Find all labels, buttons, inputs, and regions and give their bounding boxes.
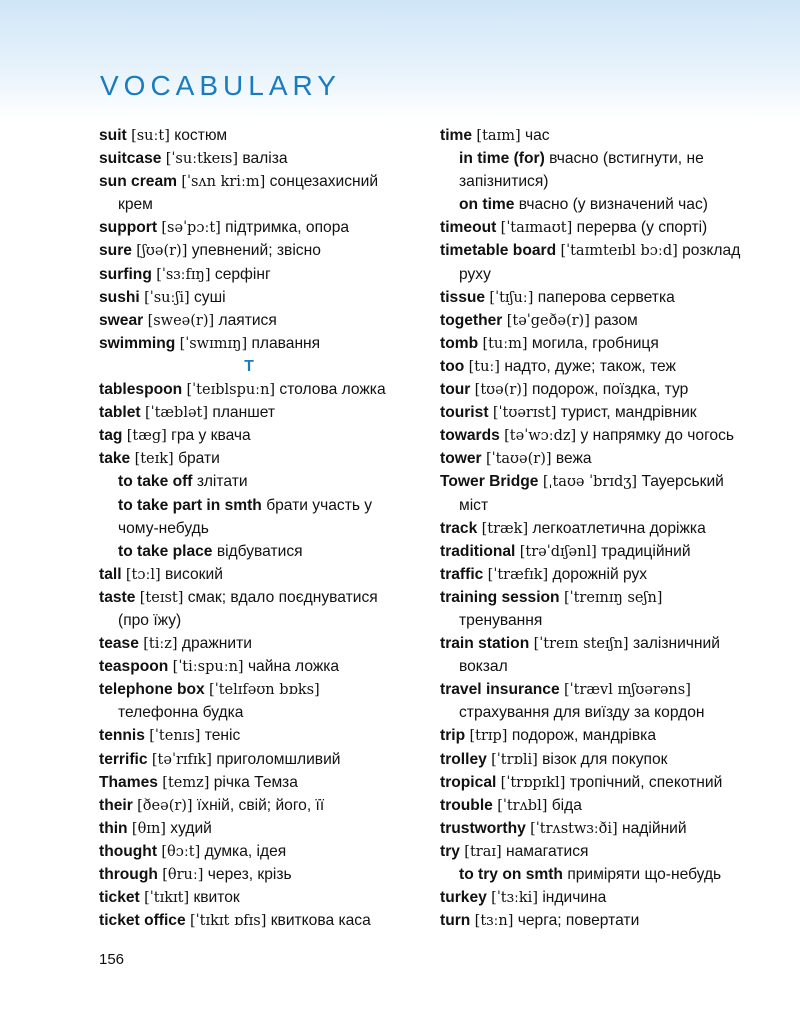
translation: відбуватися <box>216 542 303 560</box>
vocab-entry <box>440 239 760 262</box>
definition-continuation: страхування для виїзду за кордон <box>459 704 705 722</box>
transcription: [θruː] <box>162 867 204 883</box>
definition-continuation: тренування <box>459 611 543 629</box>
transcription: [træk] <box>481 520 529 537</box>
transcription: [ˈtaɪmaʊt] <box>500 220 573 237</box>
phrase-entry <box>99 494 399 517</box>
transcription: [trəˈdɪʃənl] <box>519 543 597 560</box>
headword: track <box>440 519 478 537</box>
transcription: [trɪp] <box>469 728 508 745</box>
headword: teaspoon <box>99 658 169 676</box>
vocab-entry <box>440 124 760 147</box>
translation: упевнений; звісно <box>191 242 321 260</box>
vocab-entry <box>99 147 399 170</box>
transcription: [tuː] <box>468 358 500 375</box>
vocab-entry <box>99 378 399 401</box>
transcription: [ˈtiːspuːn] <box>172 659 244 676</box>
transcription: [ˈtrʌstwɜːði] <box>530 820 618 837</box>
vocab-entry <box>99 286 399 309</box>
transcription: [teɪst] <box>139 589 184 606</box>
headword: turkey <box>440 889 487 907</box>
vocab-entry <box>99 794 399 817</box>
headword: thought <box>99 842 158 860</box>
transcription: [θɔːt] <box>161 843 201 860</box>
transcription: [ˈtaʊə(r)] <box>485 451 552 468</box>
vocab-entry <box>99 124 399 147</box>
translation: надто, дуже; також, теж <box>504 357 676 375</box>
translation: валіза <box>242 150 288 168</box>
headword: tour <box>440 381 471 399</box>
vocab-entry <box>440 794 760 817</box>
translation: сонцезахисний <box>269 173 379 191</box>
translation: разом <box>594 311 638 329</box>
vocab-entry <box>99 909 399 932</box>
headword: tablet <box>99 404 141 422</box>
translation: гра у квача <box>171 427 251 445</box>
headword: tall <box>99 565 122 583</box>
vocab-entry <box>99 401 399 424</box>
translation: квиткова каса <box>270 912 371 930</box>
transcription: [ˈtɜːki] <box>491 890 538 907</box>
translation: столова ложка <box>279 381 386 399</box>
translation: лаятися <box>218 311 277 329</box>
vocab-entry <box>440 724 760 747</box>
transcription: [ˈtrævl ɪnʃʊərəns] <box>563 682 691 699</box>
headword: through <box>99 866 158 883</box>
transcription: [ðeə(r)] <box>137 797 193 814</box>
headword: tablespoon <box>99 381 183 399</box>
translation: перерва (у спорті) <box>576 219 708 237</box>
transcription: [təˈwɔːdz] <box>504 428 577 445</box>
header-band <box>0 0 800 120</box>
headword: tropical <box>440 773 497 791</box>
translation: у напрямку до чогось <box>580 427 735 445</box>
transcription: [ˈtrɒpɪkl] <box>500 774 566 791</box>
headword: Thames <box>99 773 158 791</box>
vocab-entry <box>99 840 399 863</box>
transcription: [sweə(r)] <box>147 312 215 329</box>
translation: через, крізь <box>207 866 292 883</box>
vocab-entry <box>440 332 760 355</box>
translation: вежа <box>555 450 592 468</box>
definition-continuation: телефонна будка <box>118 704 244 722</box>
headword: on time <box>459 196 515 214</box>
vocab-entry <box>99 332 399 355</box>
headword: suit <box>99 127 127 144</box>
translation: костюм <box>174 127 228 144</box>
translation: високий <box>165 565 223 583</box>
transcription: [tɔːl] <box>125 566 161 583</box>
transcription: [ˈtɪʃuː] <box>489 289 534 306</box>
transcription: [traɪ] <box>464 843 502 860</box>
vocab-entry <box>440 771 760 794</box>
vocab-entry <box>440 378 760 401</box>
definition-continuation: (про їжу) <box>118 611 182 629</box>
headword: their <box>99 796 133 814</box>
transcription: [ˈtreɪnɪŋ seʃn] <box>563 589 663 606</box>
translation: думка, ідея <box>204 842 287 860</box>
translation: суші <box>193 288 226 306</box>
vocab-entry <box>440 286 760 309</box>
transcription: [θɪn] <box>131 820 166 837</box>
transcription: [suːt] <box>131 128 170 144</box>
vocab-entry <box>99 216 399 239</box>
translation: залізничний <box>632 635 720 653</box>
headword: thin <box>99 819 128 837</box>
translation: черга; повертати <box>517 912 640 930</box>
headword: tease <box>99 635 139 653</box>
phrase-entry <box>99 540 399 563</box>
transcription: [ˈtenɪs] <box>149 728 201 745</box>
translation: чайна ложка <box>247 658 340 676</box>
definition-continuation: чому-небудь <box>118 519 209 537</box>
headword: tennis <box>99 727 145 745</box>
vocab-entry <box>99 239 399 262</box>
vocab-entry <box>99 771 399 794</box>
translation: вчасно (у визначений час) <box>518 196 708 214</box>
translation: квиток <box>193 889 240 907</box>
transcription: [temz] <box>162 774 210 791</box>
headword: in time (for) <box>459 150 545 168</box>
transcription: [tɜːn] <box>474 913 514 930</box>
transcription: [ˈsuːtkeɪs] <box>165 151 239 168</box>
headword: train station <box>440 635 530 653</box>
translation: подорож, поїздка, тур <box>531 381 689 399</box>
translation: дорожній рух <box>552 565 648 583</box>
translation: серфінг <box>214 265 271 283</box>
translation: намагатися <box>505 842 589 860</box>
vocab-entry <box>99 563 399 586</box>
page-title: VOCABULARY <box>100 70 341 101</box>
vocab-entry <box>99 447 399 470</box>
translation: легкоатлетична доріжка <box>532 519 706 537</box>
vocab-entry <box>440 401 760 424</box>
headword: swimming <box>99 334 176 352</box>
translation: паперова серветка <box>537 288 675 306</box>
vocab-entry <box>440 309 760 332</box>
vocab-entry <box>440 909 760 932</box>
headword: timeout <box>440 219 497 237</box>
headword: ticket <box>99 889 140 907</box>
transcription: [səˈpɔːt] <box>161 220 221 237</box>
transcription: [təˈgeðə(r)] <box>506 312 590 329</box>
vocab-entry <box>440 586 760 609</box>
headword: tomb <box>440 334 479 352</box>
headword: trip <box>440 727 466 745</box>
transcription: [ˈtrʌbl] <box>497 797 548 814</box>
translation: підтримка, опора <box>225 219 350 237</box>
transcription: [taɪm] <box>476 128 521 144</box>
vocab-entry <box>440 447 760 470</box>
headword: towards <box>440 427 500 445</box>
vocab-entry <box>440 355 760 378</box>
transcription: [ˈswɪmɪŋ] <box>179 335 248 352</box>
vocab-entry <box>99 586 399 609</box>
translation: смак; вдало поєднуватися <box>187 588 378 606</box>
phrase-entry <box>440 863 760 886</box>
left-column <box>99 124 399 932</box>
headword: travel insurance <box>440 681 560 699</box>
headword: try <box>440 842 460 860</box>
transcription: [teɪk] <box>134 451 174 468</box>
headword: take <box>99 450 131 468</box>
translation: тропічний, спекотний <box>569 773 723 791</box>
vocab-entry <box>99 886 399 909</box>
transcription: [ʃʊə(r)] <box>136 243 188 260</box>
definition-continuation: крем <box>118 196 153 214</box>
transcription: [ˈsʌn kriːm] <box>181 174 266 191</box>
translation: планшет <box>212 404 276 422</box>
transcription: [ˈtɪkɪt ɒfɪs] <box>190 913 267 930</box>
headword: timetable board <box>440 242 557 260</box>
headword: traffic <box>440 565 484 583</box>
headword: traditional <box>440 542 516 560</box>
vocab-entry <box>440 678 760 701</box>
headword: Tower Bridge <box>440 473 539 491</box>
transcription: [ˈsɜːfɪŋ] <box>156 266 211 283</box>
translation: брати <box>178 450 220 468</box>
headword: to try on smth <box>459 866 563 883</box>
section-letter: T <box>244 357 254 375</box>
transcription: [ˈsuːʃi] <box>144 289 190 306</box>
transcription: [ˈtelɪfəʊn bɒks] <box>209 682 320 699</box>
headword: sun cream <box>99 173 178 191</box>
translation: приголомшливий <box>216 750 341 768</box>
headword: tower <box>440 450 482 468</box>
definition-continuation: міст <box>459 496 489 514</box>
vocab-entry <box>440 817 760 840</box>
translation: річка Темза <box>213 773 298 791</box>
transcription: [ˈtʊərɪst] <box>492 405 557 422</box>
headword: taste <box>99 588 136 606</box>
vocab-entry <box>440 840 760 863</box>
definition-continuation: руху <box>459 265 491 283</box>
translation: традиційний <box>601 542 691 560</box>
transcription: [tʊə(r)] <box>474 382 528 399</box>
headword: tissue <box>440 288 486 306</box>
page-number: 156 <box>99 951 125 968</box>
transcription: [ˈtɪkɪt] <box>144 890 190 907</box>
headword: trolley <box>440 750 487 768</box>
translation: їхній, свій; його, її <box>196 796 325 814</box>
headword: training session <box>440 588 560 606</box>
vocab-entry <box>99 170 399 193</box>
headword: together <box>440 311 503 329</box>
headword: swear <box>99 311 144 329</box>
transcription: [ˈtæblət] <box>144 405 209 422</box>
vocab-entry <box>440 748 760 771</box>
vocab-entry <box>440 540 760 563</box>
vocab-entry <box>99 748 399 771</box>
vocab-entry <box>440 424 760 447</box>
transcription: [ˌtaʊə ˈbrɪdʒ] <box>542 474 638 491</box>
right-column <box>440 124 760 932</box>
translation: приміряти що-небудь <box>567 866 722 883</box>
headword: to take part in smth <box>118 496 262 514</box>
vocab-entry <box>99 309 399 332</box>
headword: sushi <box>99 288 140 306</box>
translation: індичина <box>542 889 607 907</box>
translation: злітати <box>196 473 248 491</box>
translation: плавання <box>251 334 321 352</box>
headword: tourist <box>440 404 489 422</box>
translation: брати участь у <box>266 496 373 514</box>
translation: могила, гробниця <box>531 334 659 352</box>
phrase-entry <box>440 193 760 216</box>
vocab-entry <box>99 424 399 447</box>
vocab-entry <box>440 517 760 540</box>
transcription: [ˈtreɪn steɪʃn] <box>533 636 629 653</box>
translation: теніс <box>204 727 241 745</box>
vocab-entry <box>99 632 399 655</box>
translation: розклад <box>682 242 741 260</box>
translation: надійний <box>622 819 687 837</box>
transcription: [tæg] <box>126 428 167 445</box>
vocab-entry <box>99 263 399 286</box>
headword: trouble <box>440 796 493 814</box>
translation: подорож, мандрівка <box>511 727 656 745</box>
headword: turn <box>440 912 471 930</box>
vocab-entry <box>99 724 399 747</box>
vocab-entry <box>440 470 760 493</box>
headword: suitcase <box>99 150 162 168</box>
translation: час <box>524 127 550 144</box>
vocab-entry <box>99 863 399 886</box>
vocab-entry <box>99 678 399 701</box>
headword: surfing <box>99 265 152 283</box>
definition-continuation: запізнитися) <box>459 173 549 191</box>
transcription: [ˈtrɒli] <box>491 751 538 768</box>
translation: дражнити <box>181 635 252 653</box>
translation: Тауерський <box>641 473 724 491</box>
headword: terrific <box>99 750 148 768</box>
translation: худий <box>170 819 212 837</box>
translation: турист, мандрівник <box>560 404 697 422</box>
vocab-entry <box>99 655 399 678</box>
headword: tag <box>99 427 123 445</box>
phrase-entry <box>440 147 760 170</box>
headword: to take place <box>118 542 213 560</box>
headword: time <box>440 127 473 144</box>
vocab-entry <box>440 216 760 239</box>
headword: support <box>99 219 158 237</box>
vocab-entry <box>440 563 760 586</box>
vocab-entry <box>440 632 760 655</box>
transcription: [ˈtræfɪk] <box>487 566 549 583</box>
headword: trustworthy <box>440 819 526 837</box>
headword: ticket office <box>99 912 186 930</box>
headword: too <box>440 357 465 375</box>
definition-continuation: вокзал <box>459 658 508 676</box>
vocab-entry <box>99 817 399 840</box>
headword: to take off <box>118 473 193 491</box>
transcription: [ˈteɪblspuːn] <box>186 382 276 399</box>
headword: telephone box <box>99 681 205 699</box>
transcription: [tuːm] <box>482 335 528 352</box>
phrase-entry <box>99 470 399 493</box>
translation: вчасно (встигнути, не <box>549 150 704 168</box>
transcription: [təˈrɪfɪk] <box>151 751 212 768</box>
headword: sure <box>99 242 132 260</box>
transcription: [tiːz] <box>143 636 178 653</box>
vocab-entry <box>440 886 760 909</box>
transcription: [ˈtaɪmteɪbl bɔːd] <box>560 243 678 260</box>
translation: візок для покупок <box>542 750 668 768</box>
translation: біда <box>551 796 582 814</box>
